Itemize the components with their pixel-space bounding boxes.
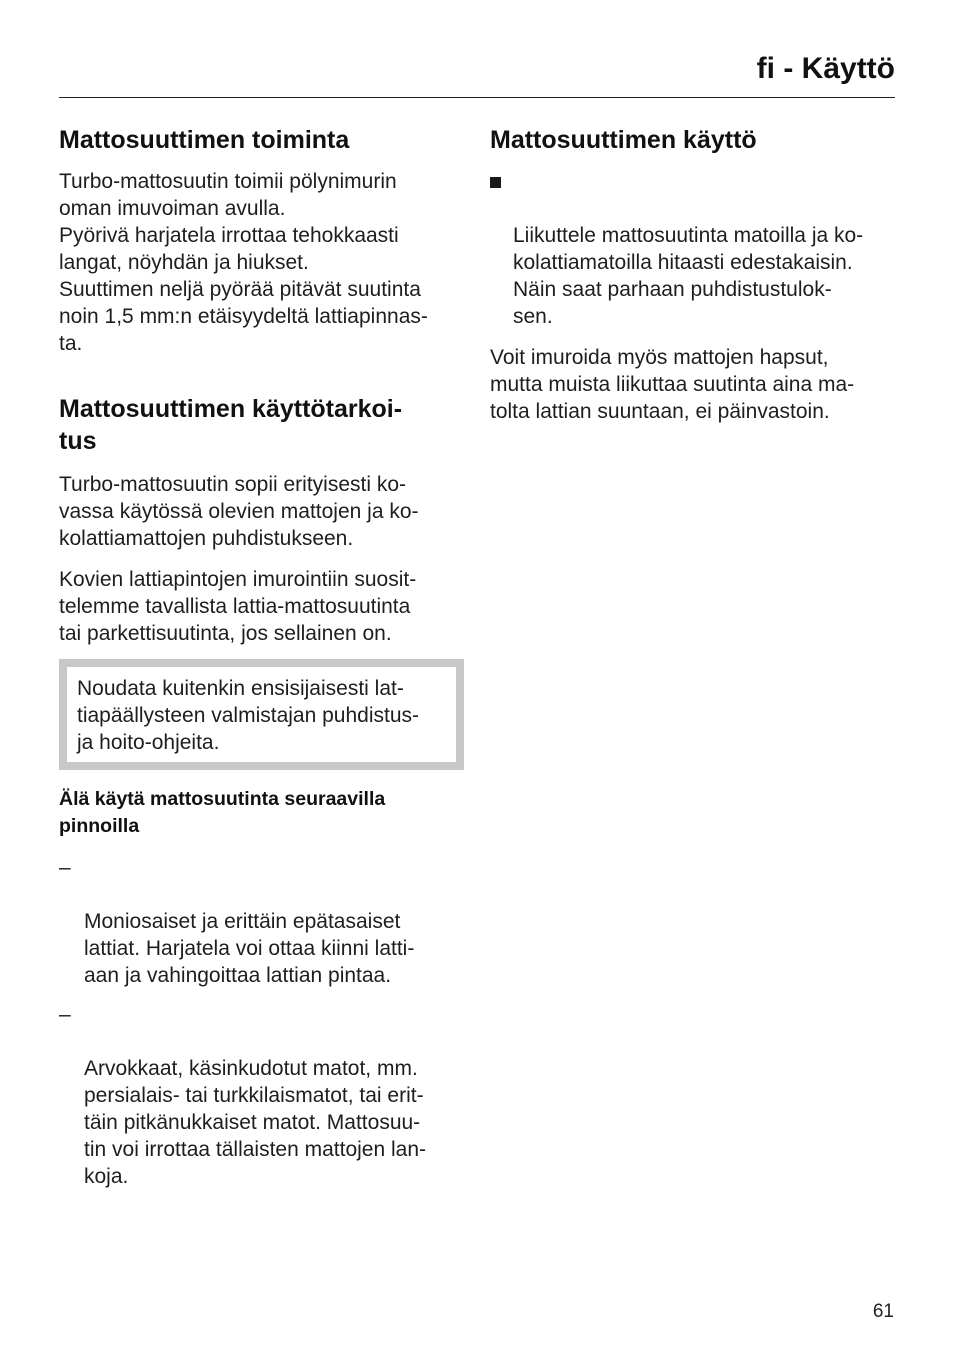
section-heading-function: Mattosuuttimen toiminta: [59, 126, 350, 154]
list-item-text: Liikuttele mattosuutinta matoilla ja ko- kolattiamatoilla hitaasti edestakaisin. Näin saat parhaan puhdistustulok- sen.: [513, 224, 864, 328]
section-heading-purpose: Mattosuuttimen käyttötarkoi- tus: [59, 395, 403, 455]
notice-text: Noudata kuitenkin ensisijaisesti lat- tiapäällysteen valmistajan puhdistus- ja hoito-ohjeita.: [77, 677, 420, 754]
list-item-text: Moniosaiset ja erittäin epätasaiset lattiat. Harjatela voi ottaa kiinni latti- aan ja vahingoittaa lattian pintaa.: [84, 910, 415, 987]
purpose-paragraph-1: Turbo-mattosuutin sopii erityisesti ko- vassa käytössä olevien mattojen ja ko- kolattiamattojen puhdistukseen.: [59, 473, 419, 550]
right-column: [490, 124, 895, 425]
page-title: fi - Käyttö: [756, 52, 895, 85]
warning-subheading: Älä käytä mattosuutinta seuraavilla pinnoilla: [59, 788, 386, 837]
list-item-text: Arvokkaat, käsinkudotut matot, mm. persialais- tai turkkilaismatot, tai erit- täin pitkänukkaiset matot. Mattosuu- tin voi irrottaa tällaisten mattojen lan- koja.: [84, 1057, 426, 1188]
purpose-paragraph-2: Kovien lattiapintojen imurointiin suosit- telemme tavallista lattia-mattosuutinta tai parkettisuutinta, jos sellainen on.: [59, 568, 417, 645]
left-column: [59, 124, 464, 1190]
list-item: [59, 854, 464, 989]
page-number: 61: [872, 1301, 894, 1322]
notice-box: [59, 659, 464, 770]
square-bullet-icon: [490, 177, 501, 188]
function-paragraph: Turbo-mattosuutin toimii pölynimurin oman imuvoiman avulla. Pyörivä harjatela irrottaa tehokkaasti langat, nöyhdän ja hiukset. Suuttimen neljä pyörää pitävät suutinta noin 1,5 mm:n etäisyydeltä lattiapinnas- ta.: [59, 170, 428, 355]
list-item: [59, 1001, 464, 1190]
usage-paragraph: Voit imuroida myös mattojen hapsut, mutta muista liikuttaa suutinta aina ma- tolta lattian suuntaan, ei päinvastoin.: [490, 346, 855, 423]
list-item: [490, 168, 895, 330]
section-heading-usage: Mattosuuttimen käyttö: [490, 126, 757, 154]
header-divider: [59, 97, 895, 98]
dash-bullet: –: [59, 1003, 71, 1026]
dash-bullet: –: [59, 856, 71, 879]
